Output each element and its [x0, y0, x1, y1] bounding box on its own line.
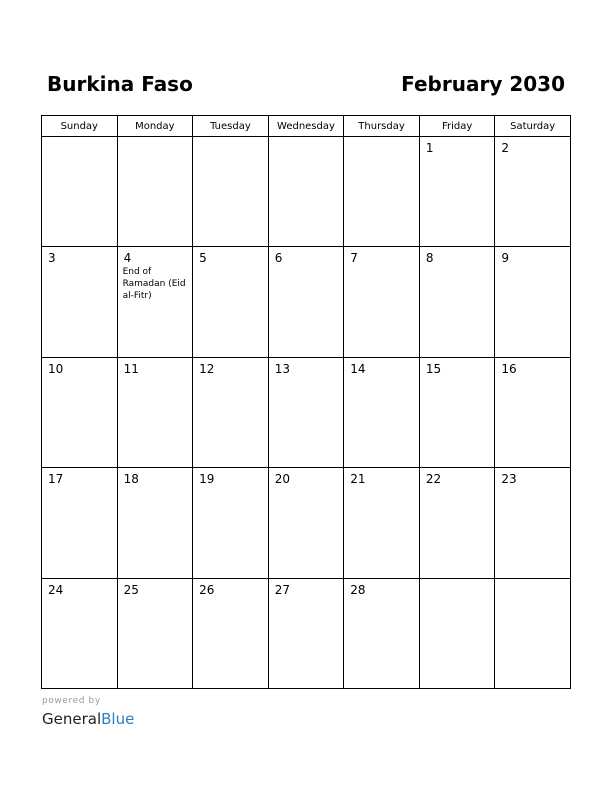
day-cell [42, 357, 118, 467]
day-cell [419, 578, 495, 688]
day-number: 3 [48, 251, 56, 266]
day-cell [193, 578, 269, 688]
day-cell [42, 137, 118, 247]
footer-branding [42, 696, 134, 729]
day-number [269, 137, 344, 141]
day-number: 18 [123, 472, 139, 487]
brand-logo[interactable] [42, 709, 134, 729]
day-cell [495, 137, 571, 247]
day-cell [419, 137, 495, 247]
day-cell [495, 247, 571, 357]
day-number: 2 [501, 141, 510, 155]
weekday-header: Wednesday [268, 116, 344, 137]
day-cell [344, 468, 420, 578]
weekday-header: Thursday [344, 116, 420, 137]
day-cell [117, 468, 193, 578]
day-number: 13 [274, 361, 290, 376]
day-cell [495, 468, 571, 578]
weekday-header-row [42, 116, 571, 137]
day-number: 16 [501, 361, 517, 376]
calendar-grid [41, 115, 571, 689]
day-cell [42, 468, 118, 578]
day-number [344, 137, 419, 141]
holiday-label: End of Ramadan (Eid al-Fitr) [122, 267, 186, 302]
day-number: 1 [425, 141, 434, 155]
weekday-header: Saturday [495, 116, 571, 137]
day-number [42, 137, 117, 141]
day-cell [344, 578, 420, 688]
day-cell [193, 468, 269, 578]
day-number: 25 [123, 582, 139, 597]
day-number [118, 137, 193, 141]
weekday-header: Sunday [42, 116, 118, 137]
day-number [495, 579, 570, 583]
day-number: 7 [350, 251, 358, 266]
week-row [42, 468, 571, 578]
day-number: 12 [199, 361, 215, 376]
day-cell [117, 357, 193, 467]
day-number: 14 [350, 361, 366, 376]
day-number: 15 [425, 361, 442, 376]
day-cell [268, 468, 344, 578]
week-row [42, 578, 571, 688]
day-cell [419, 357, 495, 467]
day-cell [268, 357, 344, 467]
week-row [42, 357, 571, 467]
day-number: 26 [199, 582, 215, 597]
weekday-header: Tuesday [193, 116, 269, 137]
day-cell [495, 357, 571, 467]
day-cell [117, 137, 193, 247]
brand-name-blue: Blue [101, 710, 135, 728]
day-cell [344, 137, 420, 247]
week-row [42, 247, 571, 357]
day-number: 10 [48, 361, 64, 376]
brand-name-general: General [42, 710, 102, 728]
day-number: 6 [274, 251, 283, 266]
day-cell [344, 247, 420, 357]
day-number: 22 [425, 472, 442, 487]
day-cell [117, 247, 193, 357]
day-number: 19 [199, 472, 215, 487]
month-title: February 2030 [401, 72, 565, 96]
week-row [42, 137, 571, 247]
weekday-header: Friday [419, 116, 495, 137]
day-number: 28 [350, 582, 366, 597]
day-number: 17 [48, 472, 64, 487]
day-cell [193, 137, 269, 247]
day-cell [344, 357, 420, 467]
day-cell [42, 578, 118, 688]
day-cell [42, 247, 118, 357]
day-number: 4 [123, 251, 132, 266]
day-cell [419, 247, 495, 357]
day-cell [268, 247, 344, 357]
day-number [420, 579, 495, 583]
day-number: 23 [501, 472, 517, 487]
day-number: 8 [425, 251, 434, 266]
day-number: 5 [199, 251, 207, 266]
powered-by-text: powered by [42, 696, 101, 706]
day-cell [117, 578, 193, 688]
weekday-header: Monday [117, 116, 193, 137]
day-number: 21 [350, 472, 366, 487]
day-cell [419, 468, 495, 578]
day-cell [193, 247, 269, 357]
day-number: 24 [48, 582, 64, 597]
day-cell [268, 137, 344, 247]
day-number: 27 [274, 582, 290, 597]
day-number [193, 137, 268, 141]
day-cell [193, 357, 269, 467]
day-number: 20 [274, 472, 290, 487]
country-title: Burkina Faso [47, 72, 193, 96]
day-number: 9 [501, 251, 510, 266]
day-cell [268, 578, 344, 688]
day-number: 11 [123, 361, 139, 376]
day-cell [495, 578, 571, 688]
